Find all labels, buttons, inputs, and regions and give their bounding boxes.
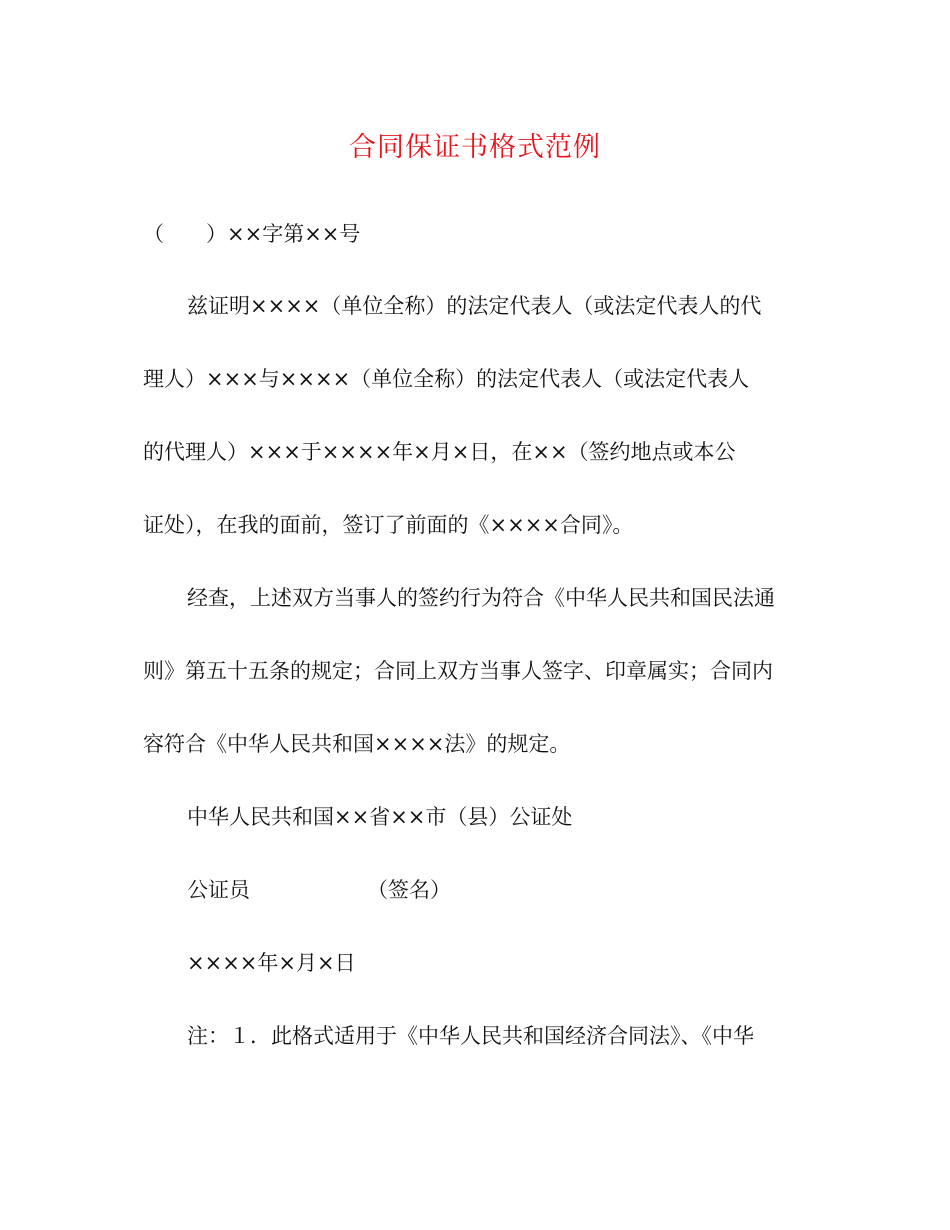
note-line: 注：１．此格式适用于《中华人民共和国经济合同法》、《中华 [187,1024,754,1048]
body-line-4: 证处），在我的面前，签订了前面的《××××合同》。 [143,513,634,537]
date-line: ××××年×月×日 [187,951,356,975]
body-line-2: 理人）×××与××××（单位全称）的法定代表人（或法定代表人 [143,367,750,391]
notary-label: 公证员 [187,878,250,902]
notary-signature-line [187,870,847,910]
body-line-7: 容符合《中华人民共和国××××法》的规定。 [143,732,571,756]
body-line-1: 兹证明××××（单位全称）的法定代表人（或法定代表人的代 [187,294,762,318]
notary-office: 中华人民共和国××省××市（县）公证处 [187,805,573,829]
body-line-3: 的代理人）×××于××××年×月×日，在××（签约地点或本公 [143,440,736,464]
body-line-5: 经查，上述双方当事人的签约行为符合《中华人民共和国民法通 [187,586,775,610]
reference-number: （ ）××字第××号 [143,222,361,246]
document-title: 合同保证书格式范例 [349,132,601,163]
body-line-6: 则》第五十五条的规定；合同上双方当事人签字、印章属实；合同内 [143,659,773,683]
signature-placeholder: （签名） [367,878,451,902]
